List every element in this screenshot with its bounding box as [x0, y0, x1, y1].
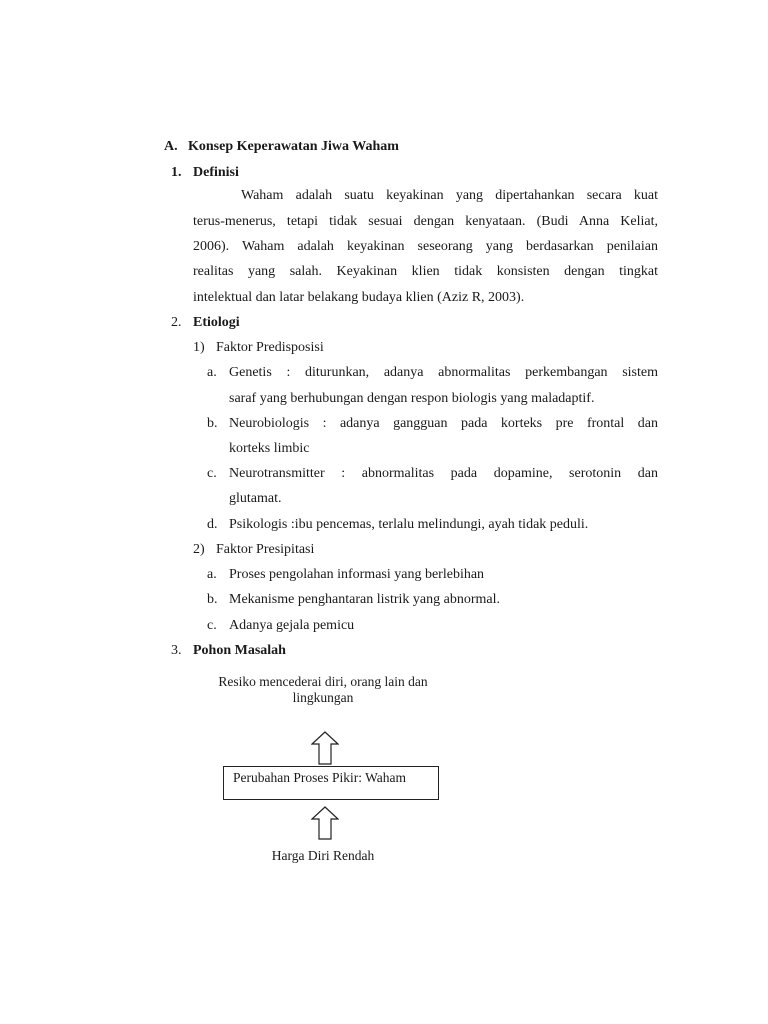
presipitasi-marker: 2) — [193, 542, 205, 557]
diagram-middle-node — [223, 766, 439, 800]
definisi-paragraph-line: terus-menerus, tetapi tidak sesuai dengan kenyataan. (Budi Anna Keliat, — [193, 214, 658, 229]
list-item-text: saraf yang berhubungan dengan respon biologis yang maladaptif. — [229, 391, 595, 406]
presipitasi-heading: Faktor Presipitasi — [216, 542, 315, 557]
etiologi-heading: Etiologi — [193, 315, 240, 330]
list-item-text: Adanya gejala pemicu — [229, 618, 355, 633]
definisi-marker: 1. — [171, 165, 182, 180]
list-item-text: Neurotransmitter : abnormalitas pada dopamine, serotonin dan — [229, 466, 658, 481]
list-item-marker: b. — [207, 416, 218, 431]
predisposisi-marker: 1) — [193, 340, 205, 355]
predisposisi-heading: Faktor Predisposisi — [216, 340, 324, 355]
diagram-top-node-line: Resiko mencederai diri, orang lain dan — [218, 674, 428, 689]
list-item-text: korteks limbic — [229, 441, 310, 456]
list-item-marker: c. — [207, 618, 217, 633]
definisi-paragraph-line: intelektual dan latar belakang budaya klien (Aziz R, 2003). — [193, 290, 525, 305]
definisi-paragraph-line: Waham adalah suatu keyakinan yang dipertahankan secara kuat — [241, 188, 658, 203]
list-item-marker: d. — [207, 517, 218, 532]
list-item-text: Neurobiologis : adanya gangguan pada korteks pre frontal dan — [229, 416, 658, 431]
definisi-paragraph-line: realitas yang salah. Keyakinan klien tidak konsisten dengan tingkat — [193, 264, 658, 279]
diagram-bottom-node: Harga Diri Rendah — [271, 848, 375, 863]
pohon-heading: Pohon Masalah — [193, 643, 286, 658]
section-a-marker: A. — [164, 139, 178, 154]
list-item-text: Proses pengolahan informasi yang berlebihan — [229, 567, 485, 582]
definisi-paragraph-line: 2006). Waham adalah keyakinan seseorang yang berdasarkan penilaian — [193, 239, 658, 254]
up-arrow-icon — [311, 806, 339, 840]
list-item-text: Psikologis :ibu pencemas, terlalu melindungi, ayah tidak peduli. — [229, 517, 589, 532]
list-item-text: Mekanisme penghantaran listrik yang abnormal. — [229, 592, 500, 607]
list-item-marker: a. — [207, 365, 217, 380]
definisi-heading: Definisi — [193, 165, 239, 180]
diagram-top-node-line: lingkungan — [292, 690, 354, 705]
diagram-middle-label: Perubahan Proses Pikir: Waham — [233, 770, 407, 785]
etiologi-marker: 2. — [171, 315, 182, 330]
list-item-text: glutamat. — [229, 491, 282, 506]
list-item-text: Genetis : diturunkan, adanya abnormalitas perkembangan sistem — [229, 365, 658, 380]
section-a-title: Konsep Keperawatan Jiwa Waham — [188, 139, 399, 154]
list-item-marker: b. — [207, 592, 218, 607]
list-item-marker: a. — [207, 567, 217, 582]
pohon-marker: 3. — [171, 643, 182, 658]
list-item-marker: c. — [207, 466, 217, 481]
up-arrow-icon — [311, 731, 339, 765]
